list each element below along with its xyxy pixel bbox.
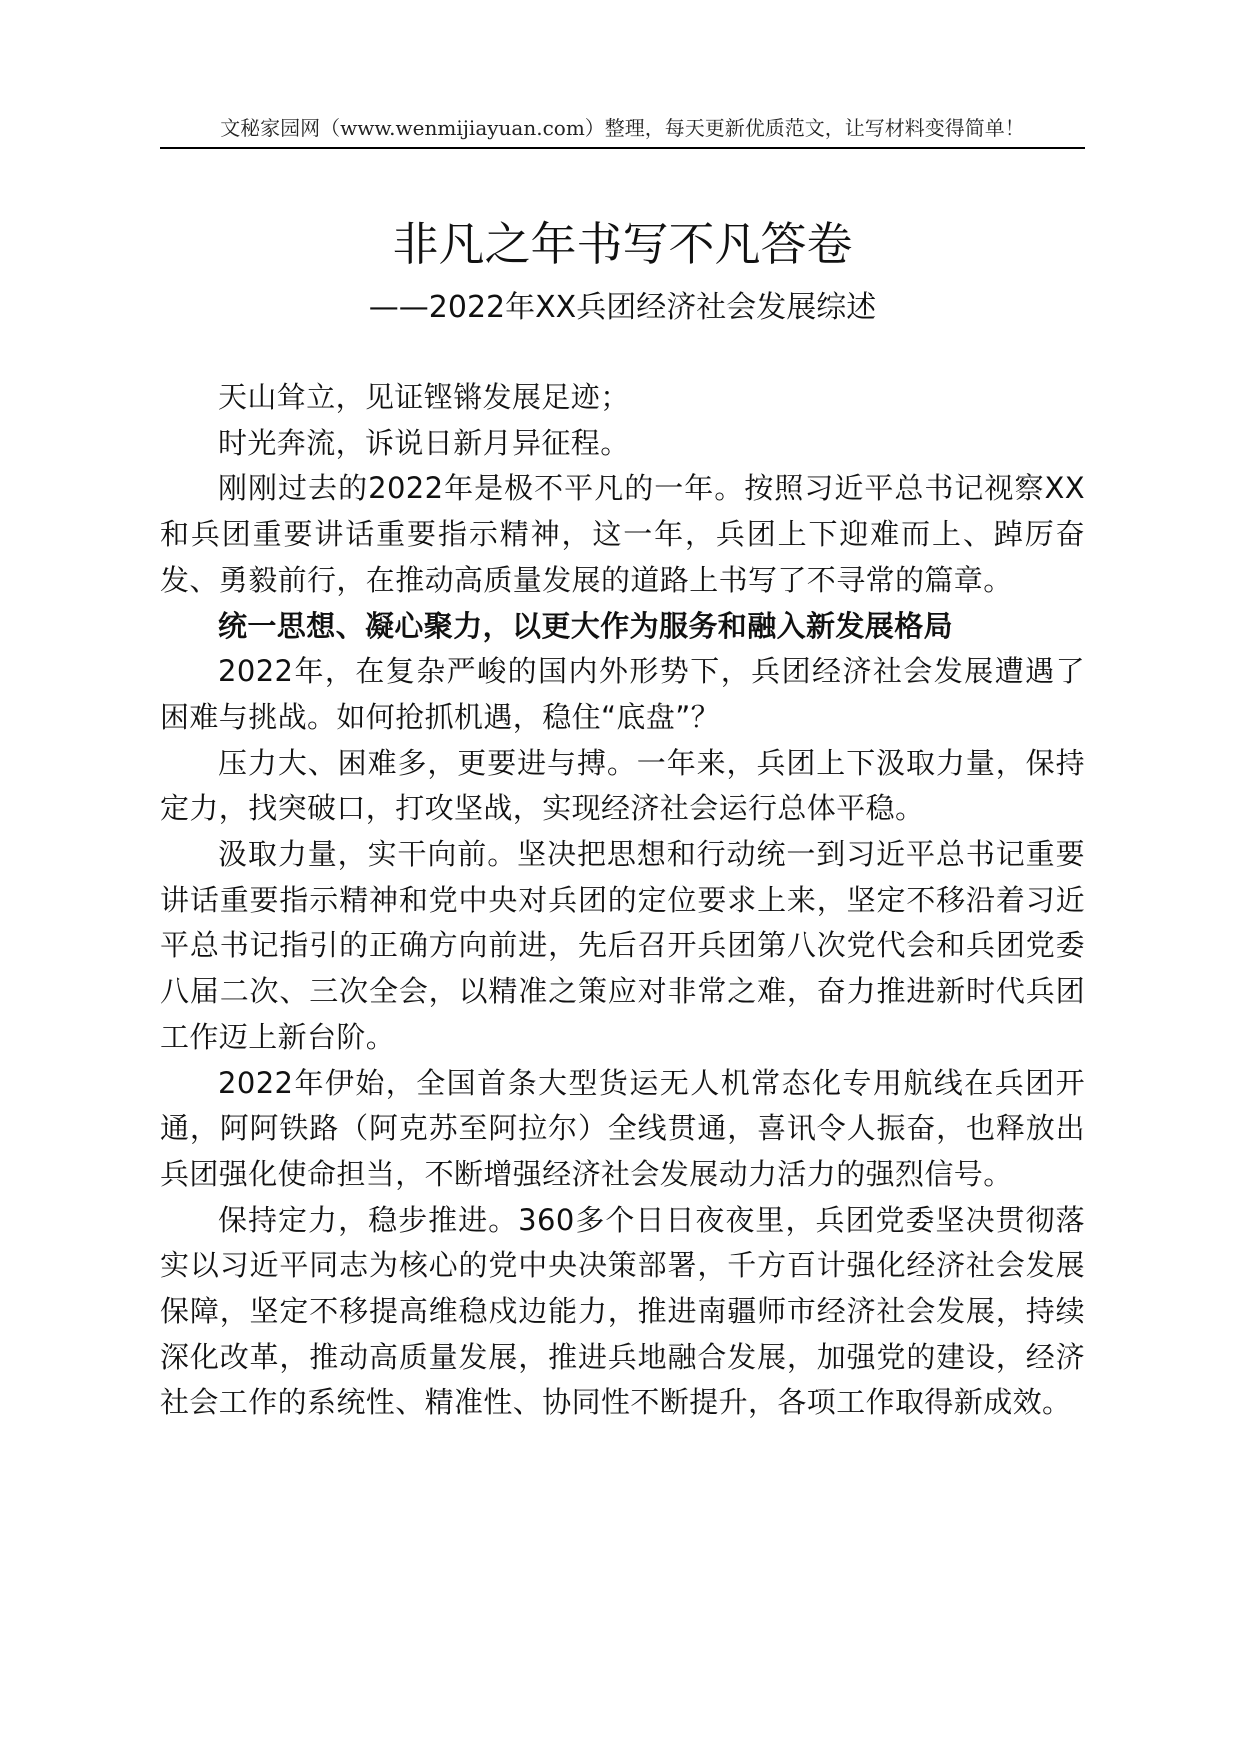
paragraph: 2022年，在复杂严峻的国内外形势下，兵团经济社会发展遭遇了困难与挑战。如何抢抓机遇，稳住“底盘”？	[160, 654, 1085, 734]
document-title: 非凡之年书写不凡答卷	[392, 217, 853, 271]
document-subtitle: ——2022年XX兵团经济社会发展综述	[368, 290, 877, 325]
paragraph: 汲取力量，实干向前。坚决把思想和行动统一到习近平总书记重要讲话重要指示精神和党中央对兵团的定位要求上来，坚定不移沿着习近平总书记指引的正确方向前进，先后召开兵团第八次党代会和兵团党委八届二次、三次全会，以精准之策应对非常之难，奋力推进新时代兵团工作迈上新台阶。	[160, 837, 1085, 1054]
paragraph: 2022年伊始，全国首条大型货运无人机常态化专用航线在兵团开通，阿阿铁路（阿克苏至阿拉尔）全线贯通，喜讯令人振奋，也释放出兵团强化使命担当，不断增强经济社会发展动力活力的强烈信号。	[160, 1065, 1085, 1191]
document-body	[160, 375, 1085, 1426]
paragraph: 压力大、困难多，更要进与搏。一年来，兵团上下汲取力量，保持定力，找突破口，打攻坚战，实现经济社会运行总体平稳。	[160, 745, 1085, 826]
paragraph: 时光奔流，诉说日新月异征程。	[218, 425, 630, 460]
header-divider	[160, 147, 1085, 149]
page-header: 文秘家园网（www.wenmijiayuan.com）整理，每天更新优质范文，让写材料变得简单！	[220, 116, 1025, 140]
section-heading: 统一思想、凝心聚力，以更大作为服务和融入新发展格局	[218, 608, 954, 643]
paragraph: 刚刚过去的2022年是极不平凡的一年。按照习近平总书记视察XX和兵团重要讲话重要指示精神，这一年，兵团上下迎难而上、踔厉奋发、勇毅前行，在推动高质量发展的道路上书写了不寻常的篇章。	[160, 471, 1085, 597]
paragraph: 保持定力，稳步推进。360多个日日夜夜里，兵团党委坚决贯彻落实以习近平同志为核心的党中央决策部署，千方百计强化经济社会发展保障，坚定不移提高维稳戍边能力，推进南疆师市经济社会发展，持续深化改革，推动高质量发展，推进兵地融合发展，加强党的建设，经济社会工作的系统性、精准性、协同性不断提升，各项工作取得新成效。	[160, 1202, 1085, 1420]
paragraph: 天山耸立，见证铿锵发展足迹；	[218, 380, 630, 414]
